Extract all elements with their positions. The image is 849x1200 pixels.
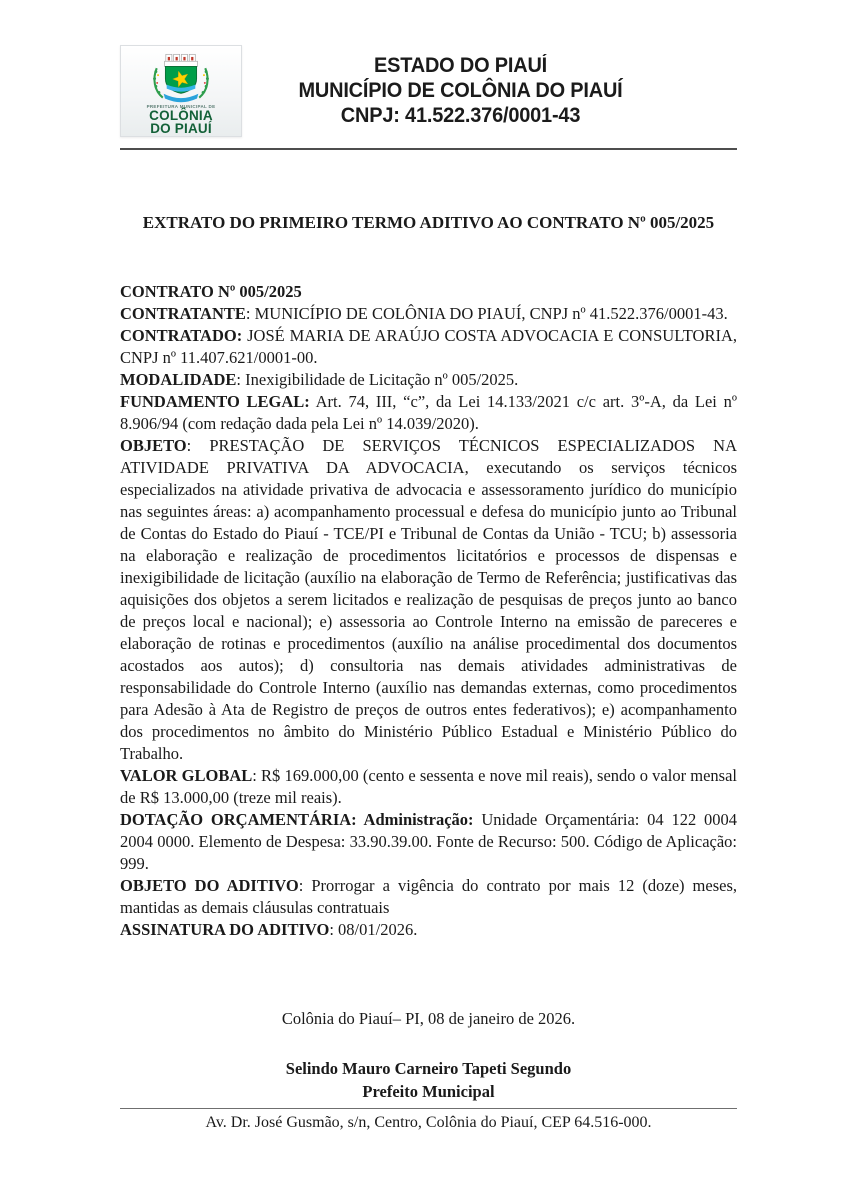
field-value: : 08/01/2026.: [329, 920, 418, 939]
field-label: DOTAÇÃO ORÇAMENTÁRIA: Administração:: [120, 810, 474, 829]
header-divider: [120, 148, 737, 150]
document-body: [120, 281, 737, 941]
header-state: ESTADO DO PIAUÍ: [373, 54, 548, 77]
dateline: Colônia do Piauí– PI, 08 de janeiro de 2026.: [281, 1009, 576, 1028]
field-label: VALOR GLOBAL: [120, 766, 253, 785]
signature-block: [120, 1057, 737, 1103]
paragraph-objeto: [120, 435, 737, 765]
signer-name: Selindo Mauro Carneiro Tapeti Segundo: [285, 1059, 572, 1078]
field-label: FUNDAMENTO LEGAL:: [120, 392, 310, 411]
municipal-logo: [120, 45, 242, 137]
field-value: Art. 74, III, “c”, da Lei 14.133/2021 c/c art. 3º-A, da Lei nº 8.906/94 (com redação dada pela Lei nº 14.039/2020).: [120, 392, 737, 433]
field-value: : R$ 169.000,00 (cento e sessenta e nove mil reais), sendo o valor mensal de R$ 13.000,00 (treze mil reais).: [120, 766, 738, 807]
closing-block: [120, 1008, 737, 1103]
field-value: : Inexigibilidade de Licitação nº 005/2025.: [236, 370, 519, 389]
paragraph-dotacao-orcamentaria: [120, 809, 737, 875]
paragraph-assinatura-do-aditivo: [120, 919, 737, 941]
field-label: OBJETO: [120, 436, 187, 455]
field-label: CONTRATANTE: [120, 304, 246, 323]
field-value: Unidade Orçamentária: 04 122 0004 2004 0000. Elemento de Despesa: 33.90.39.00. Fonte de Recurso: 500. Código de Aplicação: 999.: [120, 810, 737, 873]
field-value: : MUNICÍPIO DE COLÔNIA DO PIAUÍ, CNPJ nº 41.522.376/0001-43.: [245, 304, 728, 323]
field-value: JOSÉ MARIA DE ARAÚJO COSTA ADVOCACIA E CONSULTORIA, CNPJ nº 11.407.621/0001-00.: [120, 326, 737, 367]
field-label: MODALIDADE: [120, 370, 237, 389]
page-footer: [120, 1108, 737, 1133]
field-label: CONTRATADO:: [120, 326, 243, 345]
logo-municipality-name-line1: COLÔNIA: [149, 108, 213, 123]
header-cnpj: CNPJ: 41.522.376/0001-43: [340, 104, 581, 127]
signer-role: Prefeito Municipal: [362, 1082, 495, 1101]
letterhead-text: [253, 45, 668, 137]
logo-municipality-name-line2: DO PIAUÍ: [150, 121, 212, 136]
field-label: CONTRATO Nº 005/2025: [120, 282, 302, 301]
paragraph-objeto-do-aditivo: [120, 875, 737, 919]
paragraph-contrato: [120, 281, 737, 303]
header-municipality: MUNICÍPIO DE COLÔNIA DO PIAUÍ: [298, 79, 623, 102]
document-title: EXTRATO DO PRIMEIRO TERMO ADITIVO AO CONTRATO Nº 005/2025: [142, 213, 715, 232]
field-value: : Prorrogar a vigência do contrato por mais 12 (doze) meses, mantidas as demais cláusulas contratuais: [120, 876, 738, 917]
field-label: OBJETO DO ADITIVO: [120, 876, 299, 895]
paragraph-fundamento-legal: [120, 391, 737, 435]
paragraph-contratante: [120, 303, 737, 325]
letterhead: [120, 45, 737, 137]
logo-small-text: PREFEITURA MUNICIPAL DE: [146, 104, 216, 109]
paragraph-valor-global: [120, 765, 737, 809]
footer-divider: [120, 1108, 737, 1109]
footer-address: Av. Dr. José Gusmão, s/n, Centro, Colônia do Piauí, CEP 64.516-000.: [205, 1114, 652, 1131]
paragraph-contratado: [120, 325, 737, 369]
paragraph-modalidade: [120, 369, 737, 391]
field-label: ASSINATURA DO ADITIVO: [120, 920, 330, 939]
content-column: [120, 0, 737, 941]
coat-of-arms-icon: [142, 49, 220, 103]
field-value: : PRESTAÇÃO DE SERVIÇOS TÉCNICOS ESPECIALIZADOS NA ATIVIDADE PRIVATIVA DA ADVOCACIA, executando os serviços técnicos especializados na atividade privativa de advocacia e assessoramento jurídico do município nas seguintes áreas: a) acompanhamento processual e defesa do município junto ao Tribunal de Contas do Estado do Piauí - TCE/PI e Tribunal de Contas da União - TCU; b) assessoria na elaboração e realização de procedimentos licitatórios e processos de dispensas e inexigibilidade de licitação (auxílio na elaboração de Termo de Referência; justificativas das aquisições dos objetos a serem licitados e realização de pesquisas de preços junto ao banco de preços local e nacional); e) assessoria ao Controle Interno na emissão de pareceres e elaboração de rotinas e procedimentos (auxílio na análise procedimental dos documentos acostados aos autos); d) consultoria nas demais atividades administrativas de responsabilidade do Controle Interno (auxílio nas demandas externas, como procedimentos para Adesão à Ata de Registro de preços de outros entes federativos); e) acompanhamento dos procedimentos no âmbito do Ministério Público Estadual e Ministério Público do Trabalho.: [120, 436, 737, 763]
